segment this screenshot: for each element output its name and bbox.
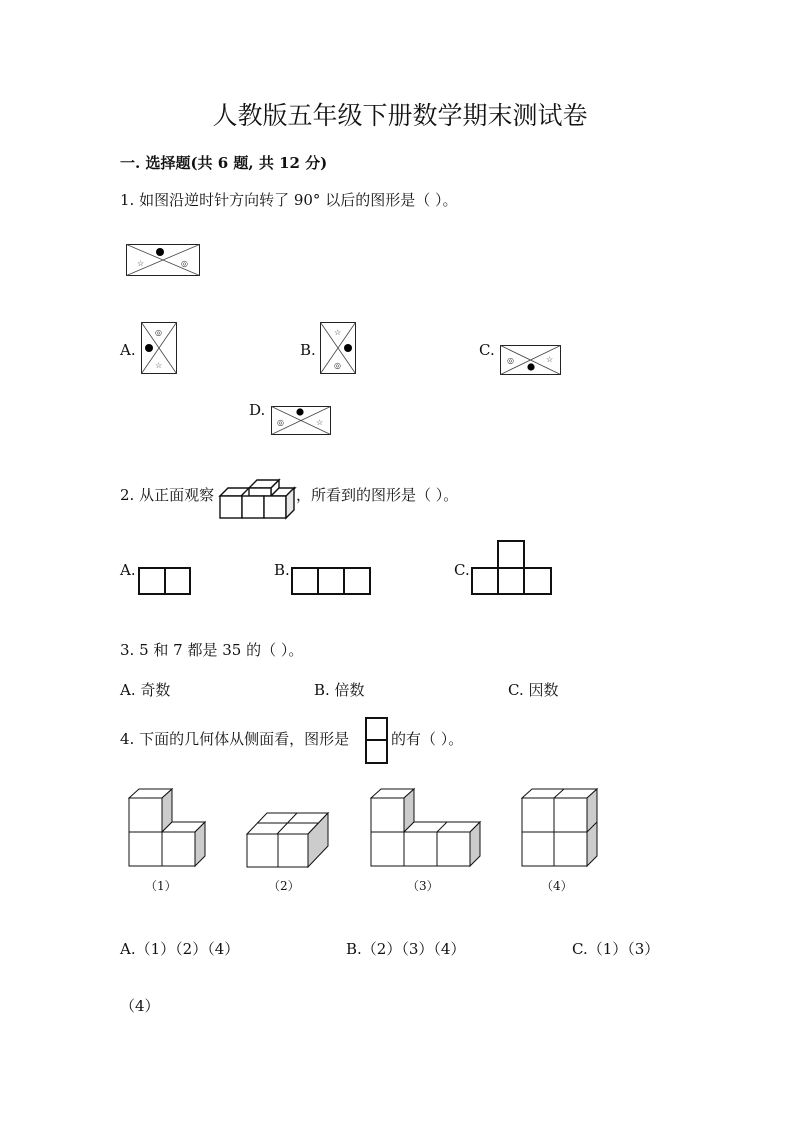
svg-text:☆: ☆	[546, 355, 554, 364]
q1-option-d-label[interactable]: D.	[249, 401, 266, 419]
q2-option-c-figure[interactable]	[471, 540, 553, 596]
q1-option-c-figure[interactable]	[500, 345, 561, 375]
q4-option-c[interactable]: C.（1）（3）	[572, 940, 660, 958]
q1-option-b-figure[interactable]	[320, 322, 356, 374]
q1-original-figure	[126, 244, 200, 276]
q1-option-a-label[interactable]: A.	[120, 341, 136, 359]
question-2-stem-end: ，所看到的图形是（ ）。	[296, 486, 459, 504]
q4-figure-label-1: （1）	[145, 879, 177, 893]
svg-text:☆: ☆	[334, 328, 342, 337]
q1-option-b-label[interactable]: B.	[300, 341, 316, 359]
question-2-stem-start: 2. 从正面观察	[120, 486, 215, 504]
page-title: 人教版五年级下册数学期末测试卷	[212, 101, 588, 130]
question-4-stem-start: 4. 下面的几何体从侧面看，图形是	[120, 730, 350, 748]
question-4-stem-end: 的有（ ）。	[391, 730, 464, 748]
q3-option-c[interactable]: C. 因数	[508, 681, 559, 699]
svg-text:◎: ◎	[155, 328, 162, 337]
svg-text:◎: ◎	[181, 259, 188, 268]
question-3-stem: 3. 5 和 7 都是 35 的（ ）。	[120, 641, 304, 659]
q2-option-b-figure[interactable]	[291, 567, 372, 596]
svg-text:◎: ◎	[277, 418, 284, 427]
q4-solid-3	[370, 788, 484, 868]
q2-option-c-label[interactable]: C.	[454, 561, 470, 579]
svg-text:☆: ☆	[137, 259, 145, 268]
q4-figure-label-4: （4）	[541, 879, 573, 893]
question-1-stem: 1. 如图沿逆时针方向转了 90° 以后的图形是（ ）。	[120, 191, 458, 209]
q3-option-a[interactable]: A. 奇数	[120, 681, 171, 699]
section-heading: 一. 选择题(共 6 题, 共 12 分)	[120, 154, 328, 172]
q2-cube-stack-figure	[219, 479, 295, 519]
q4-solid-4	[521, 788, 598, 868]
svg-text:◎: ◎	[334, 361, 341, 370]
q3-option-b[interactable]: B. 倍数	[314, 681, 365, 699]
svg-text:☆: ☆	[316, 418, 324, 427]
q4-figure-label-3: （3）	[407, 879, 439, 893]
svg-text:◎: ◎	[507, 356, 514, 365]
q1-option-d-figure[interactable]	[271, 406, 331, 435]
q2-option-b-label[interactable]: B.	[274, 561, 290, 579]
q4-option-b[interactable]: B.（2）（3）（4）	[346, 940, 466, 958]
q4-solid-2	[246, 812, 329, 868]
q4-option-c-continued: （4）	[120, 997, 160, 1015]
q1-option-c-label[interactable]: C.	[479, 341, 495, 359]
q2-option-a-figure[interactable]	[138, 567, 192, 596]
q1-option-a-figure[interactable]	[141, 322, 177, 374]
q4-side-view-figure	[365, 717, 389, 765]
q2-option-a-label[interactable]: A.	[120, 561, 136, 579]
svg-text:☆: ☆	[155, 361, 163, 370]
q4-solid-1	[128, 788, 206, 868]
q4-figure-label-2: （2）	[268, 879, 300, 893]
q4-option-a[interactable]: A.（1）（2）（4）	[120, 940, 240, 958]
